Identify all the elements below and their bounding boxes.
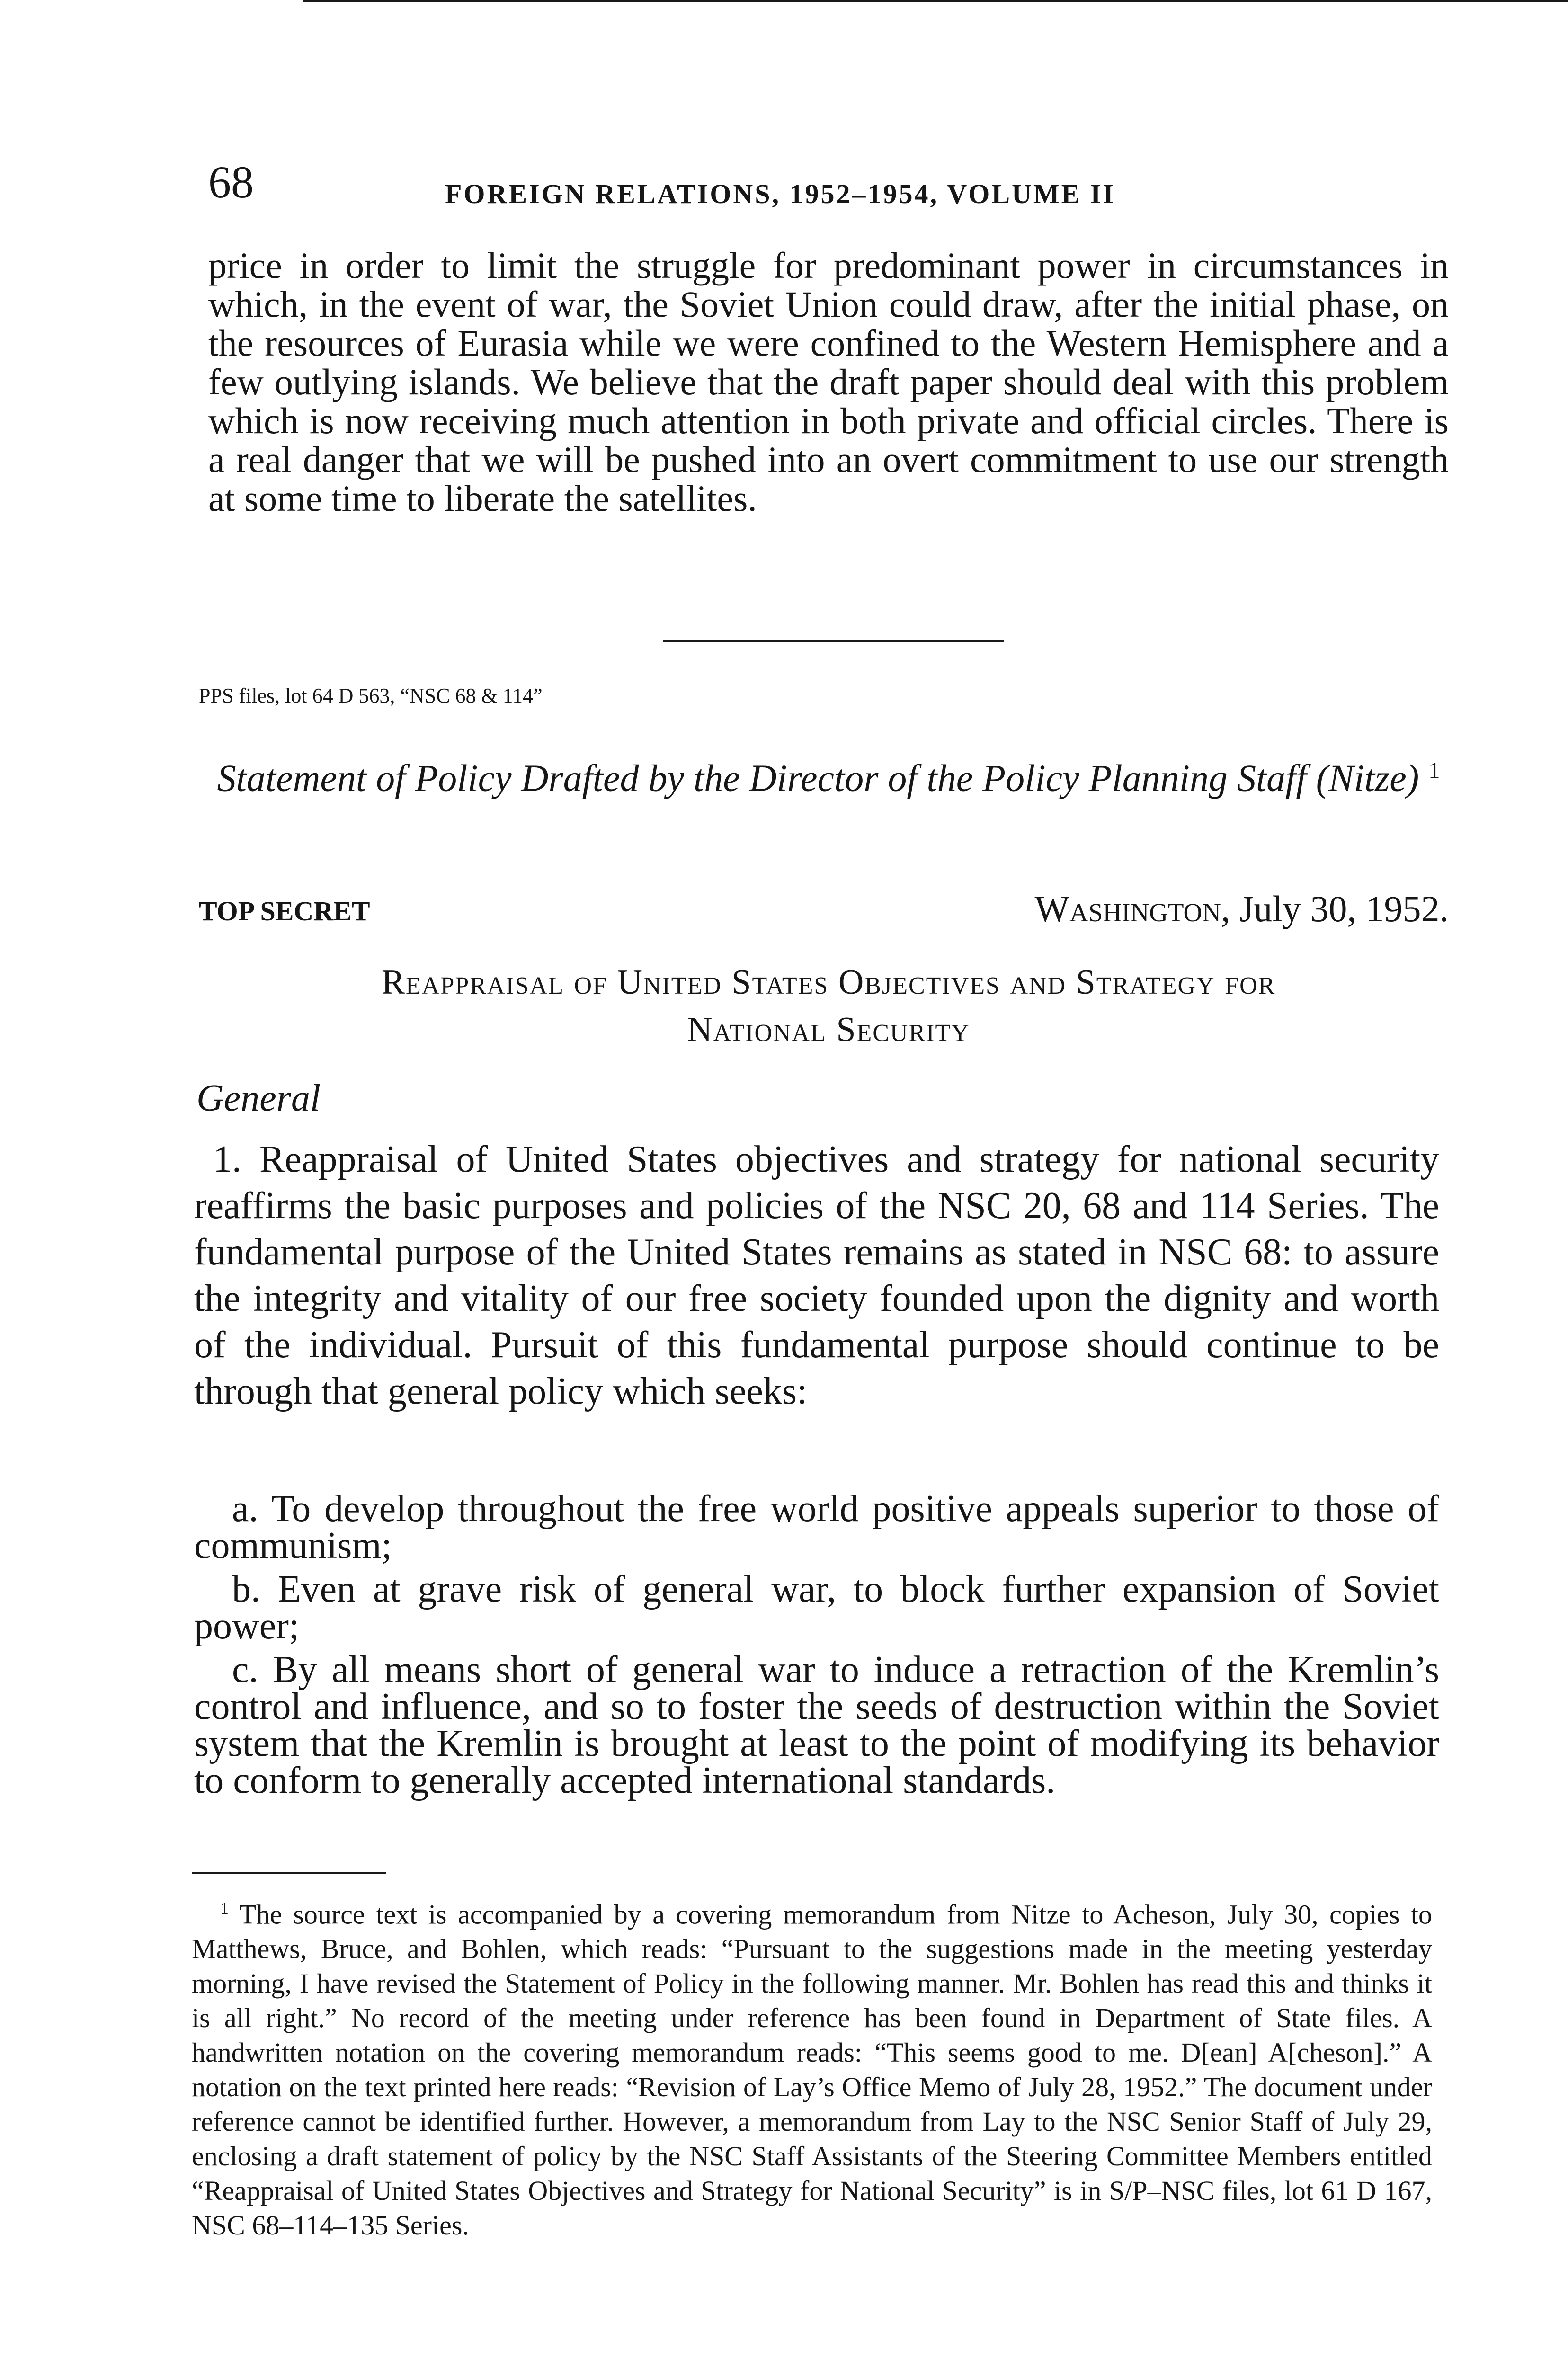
document-title-text: Statement of Policy Drafted by the Director of the Policy Planning Staff (Nitze)	[217, 757, 1419, 800]
continuation-paragraph: price in order to limit the struggle for predominant power in circumstances in which, in the event of war, the Soviet Union could draw, after the initial phase, on the resources of Eurasia while we were confined to the Western Hemisphere and a few outlying islands. We believe that the draft paper should deal with this problem which is now receiving much attention in both private and official circles. There is a real danger that we will be pushed into an overt commitment to use our strength at some time to liberate the satellites.	[208, 245, 1449, 519]
document-title	[189, 748, 1468, 801]
footnote-marker: 1	[220, 1899, 229, 1918]
source-note: PPS files, lot 64 D 563, “NSC 68 & 114”	[199, 684, 543, 707]
policy-item-b: b. Even at grave risk of general war, to block further expansion of Soviet power;	[194, 1568, 1439, 1647]
subheading-general: General	[196, 1077, 321, 1119]
policy-item-a: a. To develop throughout the free world positive appeals superior to those of communism;	[194, 1488, 1439, 1566]
section-heading-line-1: Reappraisal of United States Objectives and Strategy for	[381, 963, 1276, 1002]
dateline	[1035, 885, 1449, 933]
dateline-place: Washington,	[1034, 888, 1230, 929]
dateline-date: July 30, 1952.	[1239, 888, 1449, 929]
page-number: 68	[208, 157, 254, 207]
footnote-divider	[192, 1872, 386, 1874]
running-head: FOREIGN RELATIONS, 1952–1954, VOLUME II	[445, 178, 1115, 209]
section-heading	[189, 959, 1468, 1053]
section-divider	[663, 640, 1004, 642]
scan-edge-line	[303, 0, 1568, 2]
classification-label: TOP SECRET	[199, 896, 370, 926]
policy-item-c: c. By all means short of general war to induce a retraction of the Kremlin’s control and influence, and so to foster the seeds of destruction within the Soviet system that the Kremlin is brought at least to the point of modifying its behavior to conform to generally accepted international standards.	[194, 1649, 1439, 1801]
title-footnote-ref[interactable]: 1	[1428, 758, 1440, 783]
footnote-text: The source text is accompanied by a covering memorandum from Nitze to Acheson, July 30, copies to Matthews, Bruce, and Bohlen, which reads: “Pursuant to the suggestions made in the meeting yesterday morning, I have revised the Statement of Policy in the following manner. Mr. Bohlen has read this and thinks it is all right.” No record of the meeting under reference has been found in Department of State files. A handwritten notation on the covering memorandum reads: “This seems good to me. D[ean] A[cheson].” A notation on the text printed here reads: “Revision of Lay’s Office Memo of July 28, 1952.” The document under reference cannot be identified further. However, a memorandum from Lay to the NSC Senior Staff of July 29, enclosing a draft statement of policy by the NSC Staff Assistants of the Steering Committee Members entitled “Reappraisal of United States Objectives and Strategy for National Security” is in S/P–NSC files, lot 61 D 167, NSC 68–114–135 Series.	[192, 1899, 1433, 2241]
section-heading-line-2: National Security	[687, 1010, 970, 1049]
footnote	[192, 1891, 1432, 2242]
paragraph-1: 1. Reappraisal of United States objectives and strategy for national security reaffirms the basic purposes and policies of the NSC 20, 68 and 114 Series. The fundamental purpose of the United States remains as stated in NSC 68: to assure the integrity and vitality of our free society founded upon the dignity and worth of the individual. Pursuit of this fundamental purpose should continue to be through that general policy which seeks:	[194, 1139, 1439, 1412]
page-header	[208, 156, 1449, 213]
